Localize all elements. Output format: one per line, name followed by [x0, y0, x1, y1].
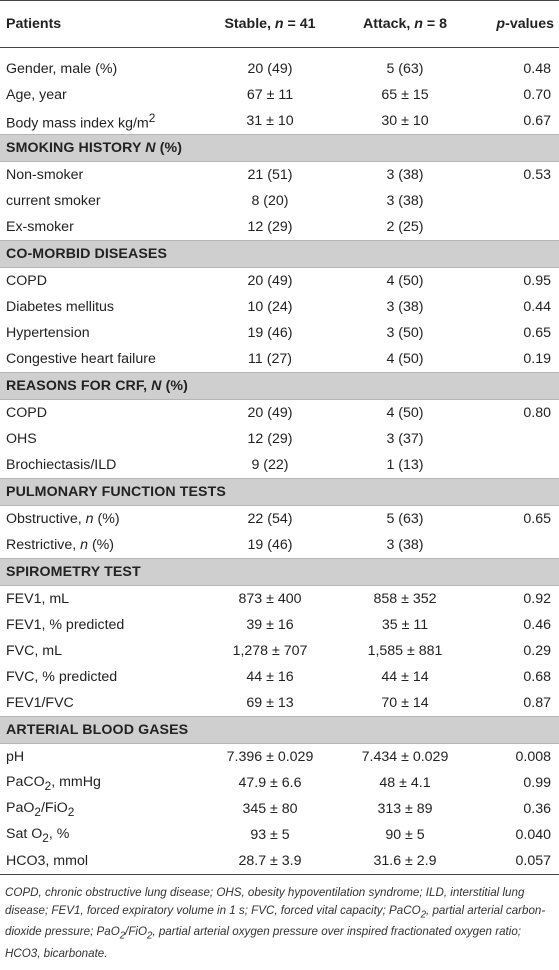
- section-smoking-history: SMOKING HISTORY N (%): [0, 135, 559, 162]
- table-row: FVC, % predicted 44 ± 16 44 ± 14 0.68: [6, 669, 551, 685]
- header-stable: Stable, n = 41: [200, 1, 340, 48]
- section-reasons-for-crf: REASONS FOR CRF, N (%): [0, 373, 559, 400]
- table-footnote: [0, 875, 559, 963]
- table-row: HCO3, mmol 28.7 ± 3.9 31.6 ± 2.9 0.057: [0, 848, 559, 875]
- row-label: Obstructive, n (%): [6, 511, 120, 527]
- table-row: COPD 20 (49) 4 (50) 0.80: [6, 405, 551, 421]
- row-label: Body mass index $kg/m^2$: [6, 110, 156, 132]
- table-row: Obstructive, n (%) 22 (54) 5 (63) 0.65: [0, 506, 559, 533]
- table-header: [0, 1, 559, 48]
- row-label: Sat $O_2$, %: [6, 825, 70, 845]
- row-label: Restrictive, n (%): [6, 537, 115, 553]
- section-comorbid-diseases: CO-MORBID DISEASES: [0, 241, 559, 268]
- table-row: FEV1, mL 873 ± 400 858 ± 352 0.92: [6, 591, 551, 607]
- table-row: Diabetes mellitus 10 (24) 3 (38) 0.44: [6, 299, 551, 315]
- table-row: Hypertension 19 (46) 3 (50) 0.65: [6, 325, 551, 341]
- table-row: Sat $O_2$, % 93 ± 5 90 ± 5 0.040: [0, 822, 559, 848]
- table-row: COPD 20 (49) 4 (50) 0.95: [6, 273, 551, 289]
- row-label: PaO$_2$/FiO$_2$: [6, 799, 75, 819]
- section-arterial-blood-gases: ARTERIAL BLOOD GASES: [0, 717, 559, 744]
- spacer-row: [0, 48, 559, 57]
- header-patients: Patients: [0, 1, 200, 48]
- section-pulmonary-function-tests: PULMONARY FUNCTION TESTS: [0, 479, 559, 506]
- footnote-text: COPD, chronic obstructive lung disease; OHS, obesity hypoventilation syndrome; ILD, interstitial lung disease; FEV1, forced expiratory volume in 1 s; FVC, forced vital capacity; PaCO$_2$, partial arterial carbon-dioxide pressure; PaO$_2$/FiO$_2$, partial arterial oxygen pressure over inspired fractionated oxygen ratio; HCO3, bicarbonate.: [5, 886, 546, 961]
- table-row: OHS 12 (29) 3 (37): [6, 431, 424, 447]
- table-row: current smoker 8 (20) 3 (38): [6, 193, 424, 209]
- table-row: FEV1, % predicted 39 ± 16 35 ± 11 0.46: [6, 617, 551, 633]
- header-attack: Attack, n = 8: [340, 1, 470, 48]
- table-row: Age, year 67 ± 11 65 ± 15 0.70: [6, 87, 551, 103]
- table-row: Brochiectasis/ILD 9 (22) 1 (13): [6, 457, 424, 473]
- section-spirometry-test: SPIROMETRY TEST: [0, 559, 559, 586]
- row-label: PaCO$_2$, mmHg: [6, 773, 101, 793]
- table-row: FEV1/FVC 69 ± 13 70 ± 14 0.87: [6, 695, 551, 711]
- table-row: pH 7.396 ± 0.029 7.434 ± 0.029 0.008: [6, 749, 551, 765]
- header-row: [0, 1, 559, 48]
- table-row: FVC, mL 1,278 ± 707 1,585 ± 881 0.29: [6, 643, 551, 659]
- table-row: Body mass index $kg/m^2$ 31 ± 10 30 ± 10 0.67: [0, 108, 559, 135]
- table-body: [0, 48, 559, 875]
- table-row: Gender, male (%) 20 (49) 5 (63) 0.48: [6, 61, 551, 77]
- table-row: Non-smoker 21 (51) 3 (38) 0.53: [6, 167, 551, 183]
- header-pvalues: p-values: [470, 1, 559, 48]
- table-row: Restrictive, n (%) 19 (46) 3 (38): [0, 532, 559, 559]
- table-row: PaO$_2$/FiO$_2$ 345 ± 80 313 ± 89 0.36: [0, 796, 559, 822]
- table-row: Congestive heart failure 11 (27) 4 (50) 0.19: [6, 351, 551, 367]
- table-row: Ex-smoker 12 (29) 2 (25): [6, 219, 424, 235]
- table-row: PaCO$_2$, mmHg 47.9 ± 6.6 48 ± 4.1 0.99: [0, 770, 559, 796]
